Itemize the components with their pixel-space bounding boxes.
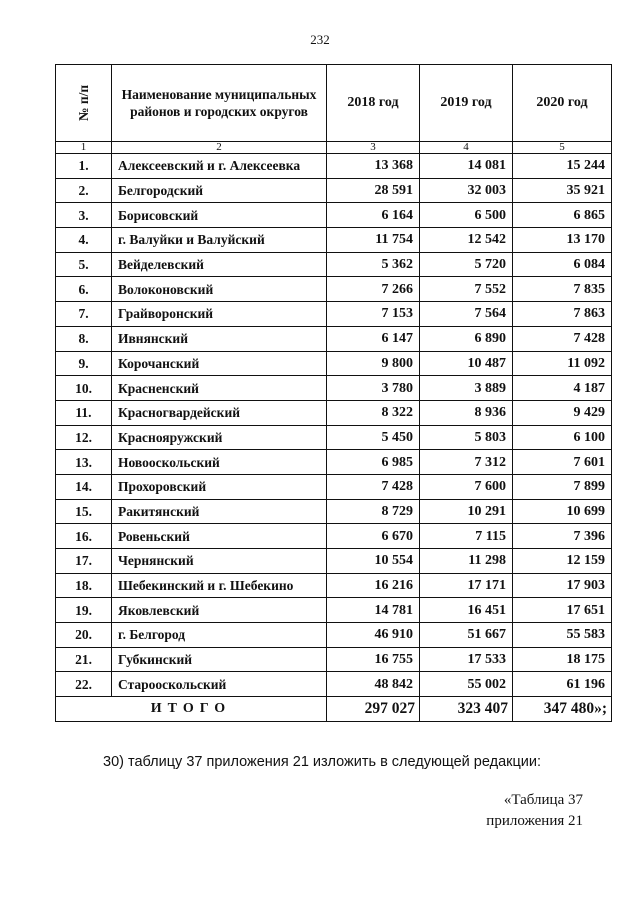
row-number: 20.: [56, 623, 112, 648]
table-row: [56, 623, 612, 648]
value-2020: 4 187: [513, 376, 612, 401]
value-2018: 3 780: [327, 376, 420, 401]
value-2018: 6 164: [327, 203, 420, 228]
value-2020: 7 601: [513, 450, 612, 475]
value-2019: 7 115: [420, 524, 513, 549]
header-name: Наименование муниципальных районов и городских округов: [112, 65, 327, 142]
value-2018: 14 781: [327, 598, 420, 623]
value-2020: 11 092: [513, 351, 612, 376]
column-index: 1: [56, 142, 112, 154]
column-index: 5: [513, 142, 612, 154]
column-index: 2: [112, 142, 327, 154]
row-number: 3.: [56, 203, 112, 228]
row-name: Борисовский: [112, 203, 327, 228]
row-name: Алексеевский и г. Алексеевка: [112, 154, 327, 179]
value-2020: 17 903: [513, 573, 612, 598]
total-2018: 297 027: [327, 697, 420, 722]
total-2020: 347 480»;: [513, 697, 612, 722]
value-2018: 28 591: [327, 178, 420, 203]
municipal-table: [55, 64, 612, 722]
row-name: Вейделевский: [112, 252, 327, 277]
column-index: 3: [327, 142, 420, 154]
row-number: 5.: [56, 252, 112, 277]
value-2018: 48 842: [327, 672, 420, 697]
value-2018: 5 450: [327, 425, 420, 450]
caption-line: «Таблица 37: [503, 792, 583, 808]
value-2019: 17 171: [420, 573, 513, 598]
value-2019: 12 542: [420, 228, 513, 253]
value-2020: 9 429: [513, 400, 612, 425]
table-row: [56, 203, 612, 228]
value-2019: 6 500: [420, 203, 513, 228]
value-2019: 51 667: [420, 623, 513, 648]
value-2019: 8 936: [420, 400, 513, 425]
value-2018: 16 755: [327, 647, 420, 672]
row-name: г. Валуйки и Валуйский: [112, 228, 327, 253]
value-2020: 15 244: [513, 154, 612, 179]
value-2020: 61 196: [513, 672, 612, 697]
value-2018: 10 554: [327, 549, 420, 574]
instruction-text: 30) таблицу 37 приложения 21 изложить в следующей редакции:: [103, 754, 542, 770]
value-2018: 9 800: [327, 351, 420, 376]
table-row: [56, 524, 612, 549]
value-2018: 8 322: [327, 400, 420, 425]
value-2019: 10 291: [420, 499, 513, 524]
value-2020: 7 835: [513, 277, 612, 302]
value-2020: 7 863: [513, 302, 612, 327]
table-row: [56, 647, 612, 672]
value-2019: 7 312: [420, 450, 513, 475]
row-number: 8.: [56, 326, 112, 351]
table-row: [56, 376, 612, 401]
row-name: Старооскольский: [112, 672, 327, 697]
value-2019: 17 533: [420, 647, 513, 672]
row-name: Ровеньский: [112, 524, 327, 549]
row-name: Прохоровский: [112, 474, 327, 499]
row-number: 13.: [56, 450, 112, 475]
row-number: 9.: [56, 351, 112, 376]
caption-line: приложения 21: [486, 813, 583, 829]
value-2020: 10 699: [513, 499, 612, 524]
value-2019: 11 298: [420, 549, 513, 574]
row-name: Ивнянский: [112, 326, 327, 351]
row-name: Белгородский: [112, 178, 327, 203]
row-number: 15.: [56, 499, 112, 524]
row-number: 14.: [56, 474, 112, 499]
row-number: 10.: [56, 376, 112, 401]
value-2019: 5 803: [420, 425, 513, 450]
row-number: 18.: [56, 573, 112, 598]
column-index: 4: [420, 142, 513, 154]
row-number: 2.: [56, 178, 112, 203]
column-index-row: [56, 142, 612, 154]
row-number: 21.: [56, 647, 112, 672]
table-row: [56, 499, 612, 524]
value-2020: 17 651: [513, 598, 612, 623]
value-2020: 35 921: [513, 178, 612, 203]
table-row: [56, 326, 612, 351]
header-2019: 2019 год: [420, 65, 513, 142]
value-2020: 7 899: [513, 474, 612, 499]
table-row: [56, 228, 612, 253]
value-2018: 6 985: [327, 450, 420, 475]
value-2019: 5 720: [420, 252, 513, 277]
total-2019: 323 407: [420, 697, 513, 722]
total-row: [56, 697, 612, 722]
value-2018: 6 670: [327, 524, 420, 549]
page-number: 232: [310, 32, 330, 47]
value-2019: 14 081: [420, 154, 513, 179]
row-name: Чернянский: [112, 549, 327, 574]
value-2020: 7 428: [513, 326, 612, 351]
table-row: [56, 252, 612, 277]
value-2020: 55 583: [513, 623, 612, 648]
table-caption: [486, 790, 583, 832]
row-name: Красненский: [112, 376, 327, 401]
value-2018: 46 910: [327, 623, 420, 648]
value-2020: 18 175: [513, 647, 612, 672]
value-2019: 7 552: [420, 277, 513, 302]
table-row: [56, 178, 612, 203]
row-number: 11.: [56, 400, 112, 425]
row-name: Шебекинский и г. Шебекино: [112, 573, 327, 598]
row-number: 16.: [56, 524, 112, 549]
value-2019: 32 003: [420, 178, 513, 203]
value-2019: 10 487: [420, 351, 513, 376]
value-2020: 7 396: [513, 524, 612, 549]
row-name: Корочанский: [112, 351, 327, 376]
value-2018: 7 428: [327, 474, 420, 499]
value-2018: 6 147: [327, 326, 420, 351]
value-2019: 6 890: [420, 326, 513, 351]
value-2018: 11 754: [327, 228, 420, 253]
value-2020: 6 084: [513, 252, 612, 277]
row-number: 4.: [56, 228, 112, 253]
row-number: 12.: [56, 425, 112, 450]
value-2018: 16 216: [327, 573, 420, 598]
row-number: 1.: [56, 154, 112, 179]
total-label: ИТОГО: [56, 697, 327, 722]
value-2019: 16 451: [420, 598, 513, 623]
row-name: Краснояружский: [112, 425, 327, 450]
row-number: 19.: [56, 598, 112, 623]
table-row: [56, 672, 612, 697]
header-2018: 2018 год: [327, 65, 420, 142]
table-row: [56, 400, 612, 425]
value-2018: 7 266: [327, 277, 420, 302]
row-name: Грайворонский: [112, 302, 327, 327]
table-row: [56, 598, 612, 623]
row-name: Красногвардейский: [112, 400, 327, 425]
value-2020: 6 865: [513, 203, 612, 228]
row-name: Яковлевский: [112, 598, 327, 623]
row-number: 7.: [56, 302, 112, 327]
row-number: 6.: [56, 277, 112, 302]
table-row: [56, 154, 612, 179]
row-name: Ракитянский: [112, 499, 327, 524]
value-2019: 55 002: [420, 672, 513, 697]
table-row: [56, 573, 612, 598]
table-row: [56, 450, 612, 475]
value-2018: 13 368: [327, 154, 420, 179]
table-row: [56, 351, 612, 376]
row-name: Волоконовский: [112, 277, 327, 302]
row-name: г. Белгород: [112, 623, 327, 648]
row-name: Губкинский: [112, 647, 327, 672]
value-2019: 7 600: [420, 474, 513, 499]
row-name: Новооскольский: [112, 450, 327, 475]
value-2020: 6 100: [513, 425, 612, 450]
row-number: 17.: [56, 549, 112, 574]
value-2019: 7 564: [420, 302, 513, 327]
table-row: [56, 277, 612, 302]
header-2020: 2020 год: [513, 65, 612, 142]
table-row: [56, 425, 612, 450]
value-2019: 3 889: [420, 376, 513, 401]
header-row: [56, 65, 612, 142]
value-2018: 5 362: [327, 252, 420, 277]
value-2020: 13 170: [513, 228, 612, 253]
table-row: [56, 474, 612, 499]
value-2018: 7 153: [327, 302, 420, 327]
table-row: [56, 302, 612, 327]
table-row: [56, 549, 612, 574]
value-2018: 8 729: [327, 499, 420, 524]
header-num: № п/п: [56, 65, 112, 142]
row-number: 22.: [56, 672, 112, 697]
value-2020: 12 159: [513, 549, 612, 574]
